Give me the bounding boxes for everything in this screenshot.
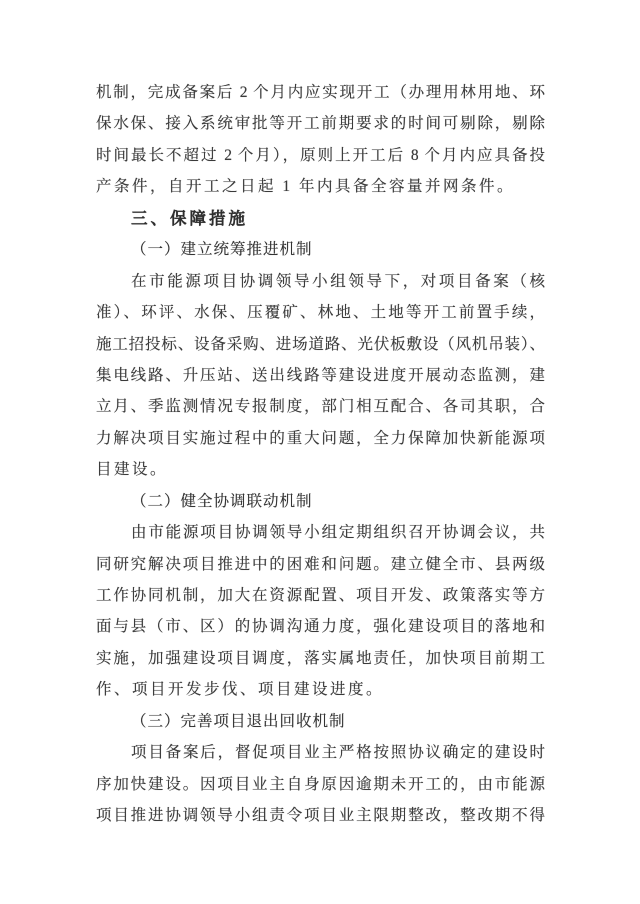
text-line: 力解决项目实施过程中的重大问题，全力保障加快新能源项 [96, 429, 545, 447]
subsection-heading: （二）健全协调联动机制 [131, 492, 313, 510]
text-line: 保水保、接入系统审批等开工前期要求的时间可剔除，剔除 [96, 115, 545, 133]
section-heading: 三、保障措施 [131, 208, 248, 228]
text-line: 面与县（市、区）的协调沟通力度，强化建设项目的落地和 [96, 618, 545, 636]
text-line: 机制，完成备案后 2 个月内应实现开工（办理用林用地、环 [96, 84, 545, 101]
text-line: 产条件，自开工之日起 1 年内具备全容量并网条件。 [96, 178, 516, 196]
text-line: 序加快建设。因项目业主自身原因逾期未开工的，由市能源 [96, 775, 545, 793]
text-line: 目建设。 [96, 461, 169, 479]
text-line: 时间最长不超过 2 个月），原则上开工后 8 个月内应具备投 [96, 146, 545, 164]
text-line: 施工招投标、设备采购、进场道路、光伏板敷设（风机吊装）、 [96, 335, 545, 353]
text-line: 项目备案后，督促项目业主严格按照协议确定的建设时 [131, 744, 545, 762]
text-block [96, 77, 545, 832]
text-line: 项目推进协调领导小组责令项目业主限期整改，整改期不得 [96, 807, 545, 825]
text-line: 作、项目开发步伐、项目建设进度。 [96, 681, 385, 699]
subsection-heading: （三）完善项目退出回收机制 [131, 712, 346, 730]
text-line: 立月、季监测情况专报制度，部门相互配合、各司其职，合 [96, 398, 545, 416]
text-line: 由市能源项目协调领导小组定期组织召开协调会议，共 [131, 524, 545, 542]
text-line: 实施，加强建设项目调度，落实属地责任，加快项目前期工 [96, 649, 545, 667]
text-line: 在市能源项目协调领导小组领导下，对项目备案（核 [131, 272, 545, 290]
text-line: 工作协同机制，加大在资源配置、项目开发、政策落实等方 [96, 587, 545, 604]
text-line: 集电线路、升压站、送出线路等建设进度开展动态监测，建 [96, 366, 545, 384]
subsection-heading: （一）建立统筹推进机制 [131, 241, 313, 259]
text-line: 同研究解决项目推进中的困难和问题。建立健全市、县两级 [96, 555, 545, 573]
text-line: 准）、环评、水保、压覆矿、林地、土地等开工前置手续， [96, 304, 545, 322]
